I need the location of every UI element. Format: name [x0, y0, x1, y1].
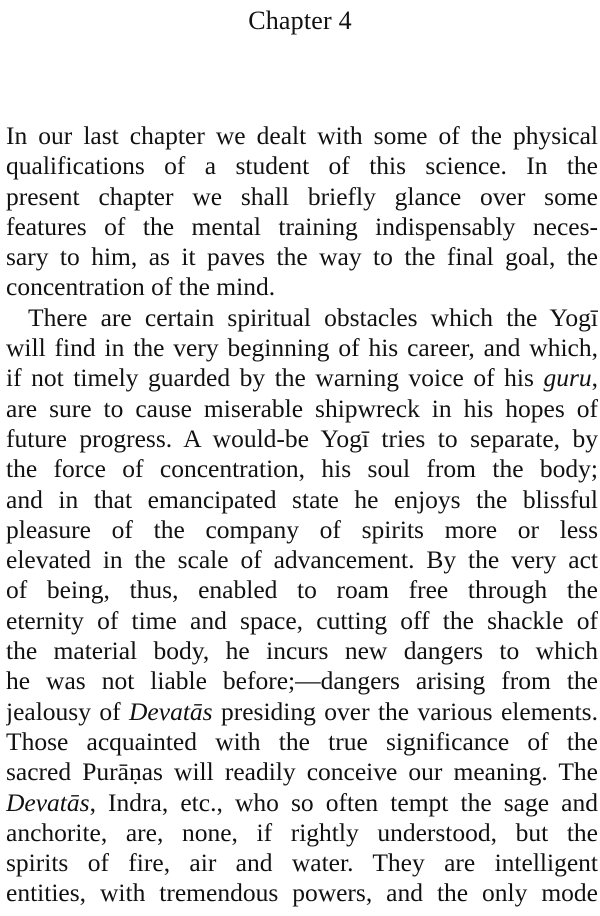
chapter-title: Chapter 4: [248, 6, 352, 35]
text-line: he was not liable before;—dangers arising from the: [6, 666, 598, 696]
text-line: the force of concentration, his soul from the body;: [6, 454, 598, 484]
italic-term: Devatās: [129, 696, 213, 726]
italic-term: Devatās: [6, 787, 90, 817]
text-line: concentration of the mind.: [6, 272, 276, 302]
text-line: and in that emancipated state he enjoys the blissful: [6, 484, 598, 514]
text-line: features of the mental training indispensably neces-: [6, 211, 598, 241]
text-line: sacred Purāṇas will readily conceive our meaning. The: [6, 757, 598, 787]
text-line: Those acquainted with the true significance of the: [6, 726, 598, 756]
text-line: spirits of fire, air and water. They are intelligent: [6, 848, 598, 878]
text-line: anchorite, are, none, if rightly understood, but the: [6, 817, 598, 847]
text-line: qualifications of a student of this science. In the: [6, 151, 598, 181]
text-line: eternity of time and space, cutting off the shackle of: [6, 605, 598, 635]
text-line: future progress. A would-be Yogī tries to separate, by: [6, 423, 598, 453]
text-line: entities, with tremendous powers, and the only mode: [6, 878, 598, 908]
text-line: present chapter we shall briefly glance over some: [6, 181, 598, 211]
text-line: jealousy of Devatās presiding over the various elements.: [6, 696, 598, 726]
text-line: of being, thus, enabled to roam free through the: [6, 575, 598, 605]
text-line: if not timely guarded by the warning voice of his guru,: [6, 363, 598, 393]
text-line: In our last chapter we dealt with some of the physical: [6, 121, 598, 150]
italic-term: guru: [543, 363, 592, 393]
text-line: are sure to cause miserable shipwreck in his hopes of: [6, 393, 598, 423]
text-line: the material body, he incurs new dangers to which: [6, 636, 598, 666]
text-line: pleasure of the company of spirits more or less: [6, 514, 598, 544]
text-line: Devatās, Indra, etc., who so often tempt the sage and: [6, 787, 598, 817]
chapter-body: [6, 121, 598, 909]
text-line: elevated in the scale of advancement. By the very act: [6, 545, 598, 575]
text-line: sary to him, as it paves the way to the final goal, the: [6, 242, 598, 272]
text-line: will find in the very beginning of his career, and which,: [6, 333, 598, 363]
text-line: There are certain spiritual obstacles which the Yogī: [28, 302, 598, 332]
